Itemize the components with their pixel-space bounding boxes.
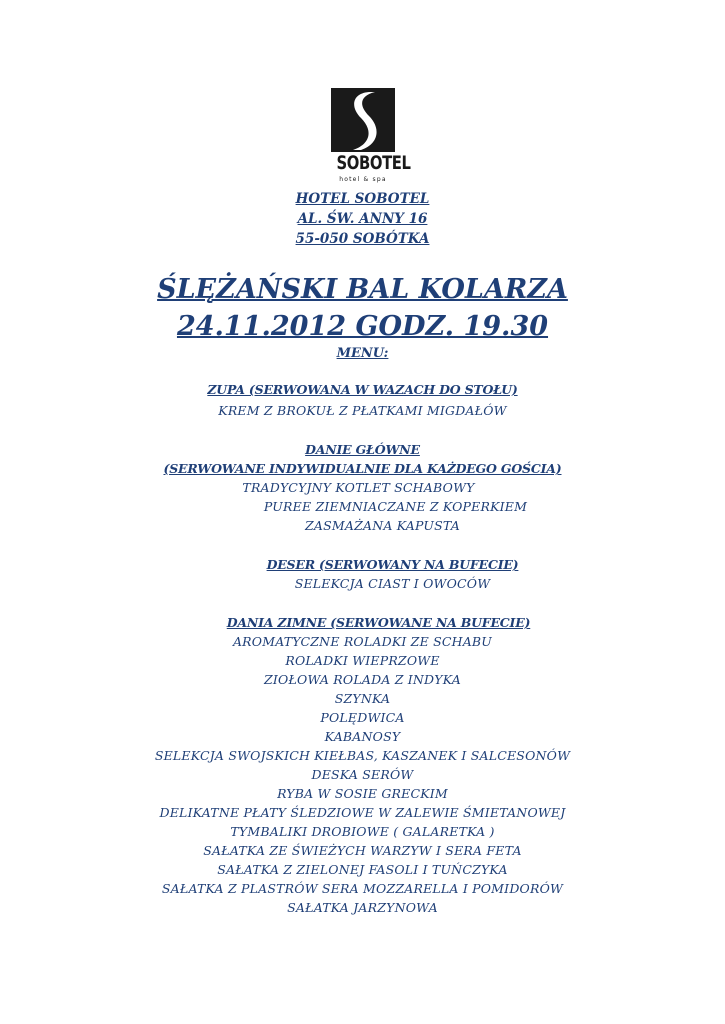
menu-item: TRADYCYJNY KOTLET SCHABOWY [242, 480, 475, 495]
menu-item: SELEKCJA CIAST I OWOCÓW [294, 576, 491, 591]
menu-item: SAŁATKA JARZYNOWA [287, 900, 438, 915]
address-line-2: AL. ŚW. ANNY 16 [297, 211, 428, 227]
menu-item: PUREE ZIEMNIACZANE Z KOPERKIEM [263, 499, 528, 514]
menu-title: MENU: [336, 346, 389, 361]
menu-item: ROLADKI WIEPRZOWE [285, 653, 440, 668]
menu-item: SAŁATKA ZE ŚWIEŻYCH WARZYW I SERA FETA [203, 843, 522, 858]
menu-item: KABANOSY [324, 729, 401, 744]
menu-item: SELEKCJA SWOJSKICH KIEŁBAS, KASZANEK I SALCESONÓW [154, 748, 571, 763]
cold-dishes-header: DANIA ZIMNE (SERWOWANE NA BUFECIE) [226, 615, 531, 630]
menu-item: DELIKATNE PŁATY ŚLEDZIOWE W ZALEWIE ŚMIETANOWEJ [159, 805, 566, 820]
menu-item: ZIOŁOWA ROLADA Z INDYKA [264, 672, 461, 687]
logo-name: SOBOTEL [336, 152, 411, 174]
logo-subtitle: hotel & spa [339, 176, 387, 183]
menu-item: SAŁATKA Z PLASTRÓW SERA MOZZARELLA I POMIDORÓW [161, 881, 564, 896]
dessert-header: DESER (SERWOWANY NA BUFECIE) [266, 557, 519, 572]
address-line-3: 55-050 SOBÓTKA [295, 231, 430, 247]
soup-header: ZUPA (SERWOWANA W WAZACH DO STOŁU) [207, 382, 518, 397]
menu-item: KREM Z BROKUŁ Z PŁATKAMI MIGDAŁÓW [218, 403, 507, 418]
menu-item: SAŁATKA Z ZIELONEJ FASOLI I TUŃCZYKA [217, 862, 508, 877]
menu-item: SZYNKA [334, 691, 391, 706]
main-course-header: DANIE GŁÓWNE [305, 442, 420, 457]
menu-item: ZASMAŻANA KAPUSTA [305, 518, 460, 533]
event-title: ŚLĘŻAŃSKI BAL KOLARZA [157, 274, 568, 305]
menu-item: RYBA W SOSIE GRECKIM [277, 786, 448, 801]
menu-item: TYMBALIKI DROBIOWE ( GALARETKA ) [230, 824, 495, 839]
address-line-1: HOTEL SOBOTEL [295, 191, 430, 207]
event-datetime: 24.11.2012 GODZ. 19.30 [176, 311, 549, 342]
menu-item: POLĘDWICA [320, 710, 405, 725]
hotel-logo [329, 88, 411, 190]
menu-item: AROMATYCZNE ROLADKI ZE SCHABU [232, 634, 493, 649]
menu-item: DESKA SERÓW [311, 767, 414, 782]
logo-s-mark-icon [331, 88, 395, 152]
main-course-subheader: (SERWOWANE INDYWIDUALNIE DLA KAŻDEGO GOŚCIA) [163, 461, 562, 476]
